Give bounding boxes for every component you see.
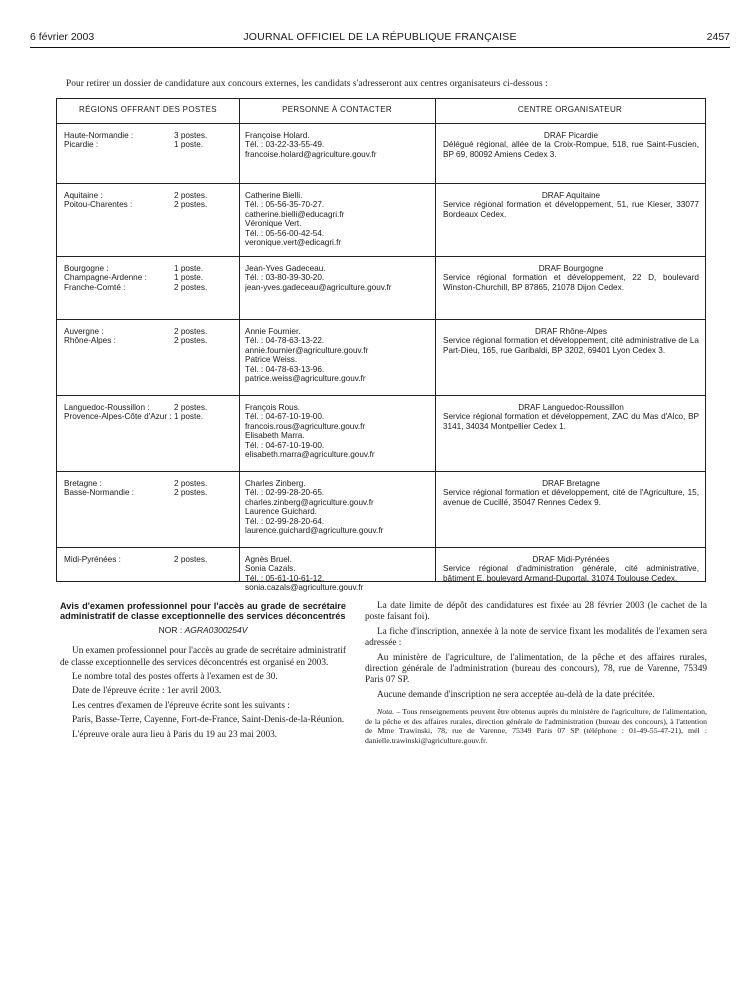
paragraph: Le nombre total des postes offerts à l'examen est de 30. — [72, 672, 278, 683]
contact-line: Sonia Cazals. — [245, 564, 296, 574]
centre-cell — [443, 264, 699, 292]
contact-line: Tél. : 02-99-28-20-64. — [245, 516, 325, 526]
header-divider — [30, 47, 730, 48]
table-header — [57, 99, 705, 124]
centre-cell — [443, 327, 699, 355]
region-line — [64, 273, 234, 282]
region-line — [64, 191, 234, 200]
paragraph: La fiche d'inscription, annexée à la note de service fixant les modalités de l'examen sera adressée : — [365, 626, 707, 649]
contact-line: annie.fournier@agriculture.gouv.fr — [245, 345, 369, 355]
region-line — [64, 555, 234, 564]
region-name: Picardie : — [64, 140, 99, 150]
region-line — [64, 327, 234, 336]
contact-line: Agnès Bruel. — [245, 555, 292, 564]
centre-title: DRAF Midi-Pyrénées — [532, 555, 610, 564]
paragraph: Un examen professionnel pour l'accès au grade de secrétaire administratif de classe exceptionnelle des services déconcentrés est organisé en 2003. — [60, 646, 347, 668]
region-name: Bretagne : — [64, 479, 102, 488]
region-line — [64, 200, 234, 209]
contact-line: Elisabeth Marra. — [245, 431, 305, 441]
regions-cell — [64, 131, 234, 150]
contact-line: Tél. : 04-67-10-19-00. — [245, 440, 325, 450]
paragraph: Aucune demande d'inscription ne sera acceptée au-delà de la date précitée. — [377, 689, 655, 700]
centre-title: DRAF Aquitaine — [541, 191, 601, 200]
region-posts: 2 postes. — [174, 336, 208, 346]
page-number: 2457 — [706, 31, 730, 43]
region-line — [64, 336, 234, 345]
table-row — [57, 471, 705, 548]
header-contact: PERSONNE À CONTACTER — [282, 105, 392, 114]
region-posts: 2 postes. — [174, 200, 208, 210]
centre-title: DRAF Picardie — [543, 131, 599, 140]
centre-address: Service régional formation et développement, cité de l'Agriculture, 15, avenue de Cucillé, 35047 Rennes Cedex 9. — [443, 488, 699, 507]
nor-label: NOR : — [158, 624, 183, 635]
centre-title: DRAF Rhône-Alpes — [535, 327, 607, 336]
paragraph: Paris, Basse-Terre, Cayenne, Fort-de-France, Saint-Denis-de-la-Réunion. — [72, 715, 345, 726]
avis-right-column — [365, 601, 707, 746]
centre-title: DRAF Languedoc-Roussillon — [518, 403, 624, 412]
region-name: Basse-Normandie : — [64, 488, 135, 498]
regions-cell — [64, 264, 234, 292]
paragraph: Les centres d'examen de l'épreuve écrite sont les suivants : — [72, 700, 290, 711]
region-name: Haute-Normandie : — [64, 131, 134, 140]
centre-address: Service régional formation et développement, cité administrative de La Part-Dieu, 165, rue Garibaldi, BP 3202, 69401 Lyon Cedex 3. — [443, 336, 699, 355]
region-posts: 2 postes. — [174, 479, 208, 488]
nor-reference — [60, 625, 346, 636]
region-posts: 1 poste. — [174, 140, 204, 150]
region-name: Poitou-Charentes : — [64, 200, 133, 210]
region-posts: 1 poste. — [174, 264, 204, 273]
centre-address: Service régional formation et développement, ZAC du Mas d'Alco, BP 3141, 34034 Montpellier Cedex 1. — [443, 412, 699, 431]
centre-address: Service régional d'administration générale, cité administrative, bâtiment E, boulevard Armand-Duportal, 31074 Toulouse Cedex. — [443, 564, 699, 583]
region-posts: 2 postes. — [174, 327, 208, 336]
contact-line: Véronique Vert. — [245, 219, 302, 229]
contact-line: laurence.guichard@agriculture.gouv.fr — [245, 526, 384, 536]
contact-line: François Rous. — [245, 403, 301, 412]
region-name: Bourgogne : — [64, 264, 109, 273]
region-name: Midi-Pyrénées : — [64, 555, 121, 564]
centre-address: Délégué régional, allée de la Croix-Rompue, 518, rue Saint-Fuscien, BP 69, 80092 Amiens Cedex 3. — [443, 140, 699, 159]
contact-line: Catherine Bielli. — [245, 191, 303, 200]
contact-line: veronique.vert@edicagri.fr — [245, 238, 342, 248]
journal-title: JOURNAL OFFICIEL DE LA RÉPUBLIQUE FRANÇAISE — [243, 31, 517, 43]
region-posts: 3 postes. — [174, 131, 208, 140]
contact-line: francois.rous@agriculture.gouv.fr — [245, 421, 366, 431]
region-line — [64, 140, 234, 149]
centre-cell — [443, 131, 699, 159]
centre-cell — [443, 479, 699, 507]
table-row — [57, 183, 705, 257]
contact-line: Tél. : 02-99-28-20-65. — [245, 488, 325, 498]
regions-cell — [64, 191, 234, 210]
paragraph: Date de l'épreuve écrite : 1er avril 2003. — [72, 686, 222, 697]
regions-cell — [64, 555, 234, 564]
avis-title: Avis d'examen professionnel pour l'accès au grade de secrétaire administratif de classe exceptionnelle des services déconcentrés — [60, 601, 346, 622]
centre-cell — [443, 191, 699, 219]
region-line — [64, 403, 234, 412]
contact-line: Tél. : 04-78-63-13-96. — [245, 364, 325, 374]
header-centre: CENTRE ORGANISATEUR — [517, 105, 623, 114]
contact-line: Patrice Weiss. — [245, 355, 298, 365]
table-row — [57, 256, 705, 320]
contact-cell — [245, 131, 431, 159]
contact-cell — [245, 403, 431, 459]
contact-line: Annie Fournier. — [245, 327, 301, 336]
contact-cell — [245, 479, 431, 535]
contact-line: charles.zinberg@agriculture.gouv.fr — [245, 497, 374, 507]
table-row — [57, 547, 705, 593]
contact-cell — [245, 555, 431, 593]
header-regions: RÉGIONS OFFRANT DES POSTES — [79, 105, 217, 114]
contact-line: Françoise Holard. — [245, 131, 310, 140]
region-line — [64, 479, 234, 488]
region-line — [64, 488, 234, 497]
note-text: – Tous renseignements peuvent être obtenus auprès du ministère de l'agriculture, de l'alimentation, de la pêche et des affaires rurales, direction générale de l'administration (bureau des concours), à l'attention de Mme Trawinski, 78, rue de Varenne, 75349 Paris 07 SP (téléphone : 01-49-55-47-21), mél : danielle.trawinski@agriculture.gouv.fr. — [365, 707, 707, 746]
centres-table — [56, 98, 706, 593]
region-name: Champagne-Ardenne : — [64, 273, 147, 283]
table-row — [57, 395, 705, 472]
region-posts: 1 poste. — [174, 412, 204, 422]
contact-line: Laurence Guichard. — [245, 507, 317, 517]
centre-cell — [443, 555, 699, 583]
contact-cell — [245, 264, 431, 292]
paragraph: Au ministère de l'agriculture, de l'alimentation, de la pêche et des affaires rurales, direction générale de l'administration (bureau des concours), 78, rue de Varenne, 75349 Paris 07 SP. — [365, 652, 707, 686]
region-name: Rhône-Alpes : — [64, 336, 116, 346]
region-line — [64, 264, 234, 273]
centre-address: Service régional formation et développement, 22 D, boulevard Winston-Churchill, BP 87865, 21078 Dijon Cedex. — [443, 273, 699, 292]
note-label: Nota. — [377, 707, 395, 717]
regions-cell — [64, 327, 234, 346]
contact-line: Tél. : 03-22-33-55-49. — [245, 140, 325, 150]
table-row — [57, 123, 705, 184]
centre-cell — [443, 403, 699, 431]
table-row — [57, 319, 705, 396]
region-posts: 2 postes. — [174, 555, 208, 564]
contact-cell — [245, 327, 431, 383]
region-line — [64, 131, 234, 140]
region-name: Auvergne : — [64, 327, 104, 336]
region-name: Provence-Alpes-Côte d'Azur : — [64, 412, 172, 422]
contact-line: Charles Zinberg. — [245, 479, 306, 488]
contact-line: patrice.weiss@agriculture.gouv.fr — [245, 374, 366, 384]
contact-line: catherine.bielli@educagri.fr — [245, 209, 345, 219]
region-posts: 1 poste. — [174, 273, 204, 283]
region-posts: 2 postes. — [174, 282, 208, 292]
regions-cell — [64, 403, 234, 422]
region-posts: 2 postes. — [174, 403, 208, 412]
contact-line: elisabeth.marra@agriculture.gouv.fr — [245, 450, 375, 460]
contact-line: Tél. : 04-78-63-13-22. — [245, 336, 325, 346]
centre-title: DRAF Bourgogne — [538, 264, 604, 273]
paragraph: La date limite de dépôt des candidatures est fixée au 28 février 2003 (le cachet de la poste faisant foi). — [365, 601, 707, 623]
contact-line: Tél. : 05-61-10-61-12. — [245, 573, 325, 583]
regions-cell — [64, 479, 234, 498]
region-posts: 2 postes. — [174, 191, 208, 200]
centre-address: Service régional formation et développement, 51, rue Kieser, 33077 Bordeaux Cedex. — [443, 200, 699, 219]
contact-line: sonia.cazals@agriculture.gouv.fr — [245, 583, 364, 593]
region-posts: 2 postes. — [174, 488, 208, 498]
page-header — [30, 31, 730, 47]
region-line — [64, 283, 234, 292]
nor-code: AGRA0300254V — [184, 624, 248, 635]
contact-line: Tél. : 05-56-00-42-54. — [245, 228, 325, 238]
contact-line: Jean-Yves Gadeceau. — [245, 264, 326, 273]
centre-title: DRAF Bretagne — [542, 479, 600, 488]
intro-text: Pour retirer un dossier de candidature aux concours externes, les candidats s'adresseront aux centres organisateurs ci-dessous : — [66, 79, 548, 89]
contact-cell — [245, 191, 431, 247]
region-line — [64, 412, 234, 421]
contact-line: jean-yves.gadeceau@agriculture.gouv.fr — [245, 282, 392, 292]
contact-line: francoise.holard@agriculture.gouv.fr — [245, 149, 377, 159]
header-date: 6 février 2003 — [30, 31, 95, 43]
region-name: Languedoc-Roussillon : — [64, 403, 150, 412]
region-name: Franche-Comté : — [64, 282, 126, 292]
contact-line: Tél. : 03-80-39-30-20. — [245, 273, 325, 283]
note — [365, 707, 707, 745]
contact-line: Tél. : 04-67-10-19-00. — [245, 412, 325, 422]
contact-line: Tél. : 05-56-35-70-27. — [245, 200, 325, 210]
paragraph: L'épreuve orale aura lieu à Paris du 19 au 23 mai 2003. — [72, 729, 278, 740]
avis-left-column — [60, 601, 346, 744]
region-name: Aquitaine : — [64, 191, 103, 200]
